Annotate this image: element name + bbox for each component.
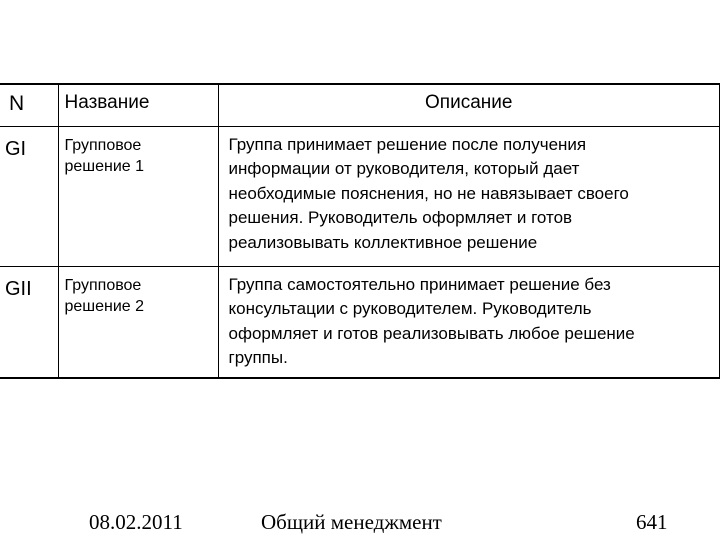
row-name-line: решение 2 — [64, 297, 145, 315]
description-line: информации от руководителя, который дает — [228, 159, 580, 178]
table-row-gi — [0, 126, 720, 266]
row-code: GII — [0, 266, 58, 378]
row-description — [218, 126, 720, 266]
footer-title: Общий менеджмент — [261, 510, 442, 534]
description-line: Группа самостоятельно принимает решение без — [228, 274, 611, 294]
row-name — [58, 126, 218, 266]
description-line: Группа принимает решение после получения — [228, 134, 587, 154]
decision-table — [0, 83, 720, 379]
description-line: группы. — [228, 348, 288, 367]
footer-page-number: 641 — [636, 510, 668, 534]
header-description: Описание — [218, 84, 720, 126]
description-line: оформляет и готов реализовывать любое решение — [228, 323, 635, 343]
row-name-line: Групповое — [64, 276, 142, 294]
description-line: консультации с руководителем. Руководитель — [228, 299, 592, 318]
row-description — [218, 266, 720, 378]
row-name — [58, 266, 218, 378]
table-header-row — [0, 84, 720, 126]
row-name-line: решение 1 — [64, 157, 145, 175]
table-row-gii — [0, 266, 720, 378]
row-code: GI — [0, 126, 58, 266]
header-n: N — [0, 84, 58, 126]
description-line: реализовывать коллективное решение — [228, 232, 538, 252]
footer-date: 08.02.2011 — [89, 510, 183, 534]
header-name: Название — [58, 84, 218, 126]
description-line: решения. Руководитель оформляет и готов — [228, 208, 573, 227]
description-line: необходимые пояснения, но не навязывает своего — [228, 183, 629, 203]
row-name-line: Групповое — [64, 136, 142, 154]
